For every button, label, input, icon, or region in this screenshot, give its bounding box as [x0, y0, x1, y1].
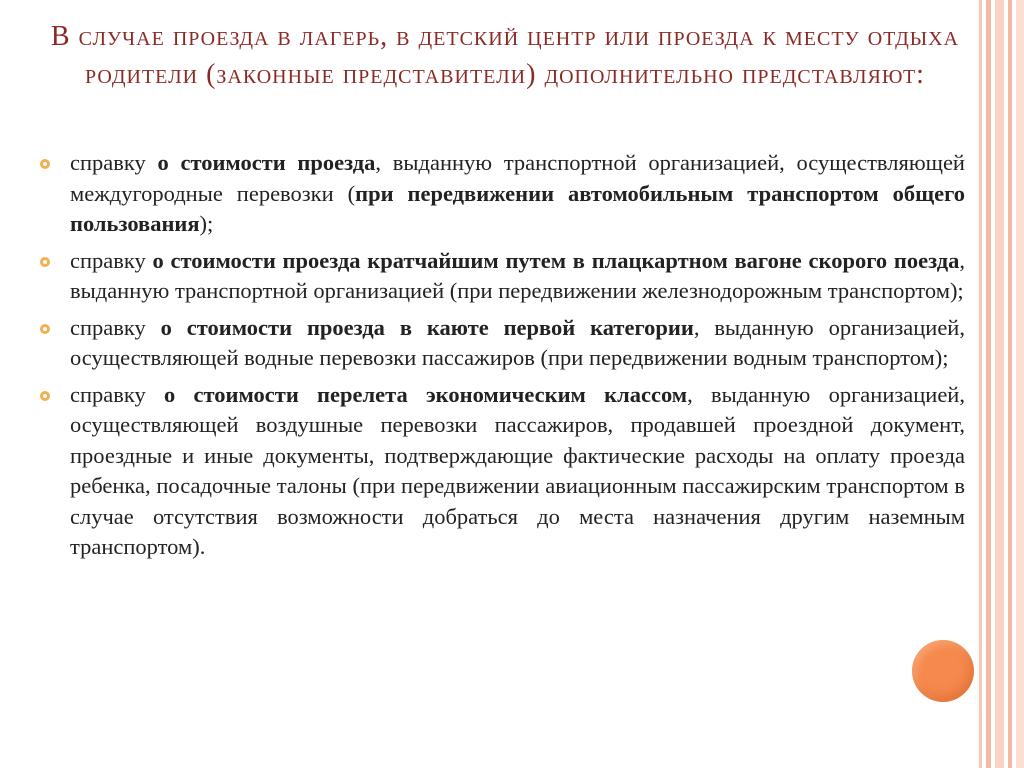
list-item — [40, 148, 965, 240]
border-stripe — [979, 0, 982, 768]
emphasis-text: о стоимости перелета экономическим классом — [164, 381, 688, 407]
body-text: справку — [70, 381, 165, 407]
list-item — [40, 380, 965, 563]
bullet-icon — [40, 159, 50, 169]
bullet-icon — [40, 391, 50, 401]
emphasis-text: о стоимости проезда — [157, 150, 376, 175]
body-text: , выданную организацией, осуществляющей водные перевозки пассажиров (при передвижении водным транспортом); — [70, 314, 965, 370]
decorative-circle — [912, 640, 974, 702]
emphasis-text: о стоимости проезда в каюте первой категории — [160, 314, 694, 340]
emphasis-text: при передвижении автомобильным транспортом общего пользования — [70, 180, 966, 236]
bullet-icon — [40, 324, 50, 334]
emphasis-text: о стоимости проезда кратчайшим путем в плацкартном вагоне скорого поезда — [152, 247, 960, 273]
slide-title: В случае проезда в лагерь, в детский центр или проезда к месту отдыха родители (законные представители) дополнительно представляют: — [50, 21, 960, 90]
list-item — [40, 313, 965, 374]
body-text: справку — [70, 314, 161, 340]
body-text: , выданную транспортной организацией, осуществляющей междугородные перевозки ( — [70, 150, 965, 206]
body-text: ); — [199, 211, 214, 236]
bullet-list — [40, 148, 965, 569]
border-stripe — [995, 0, 1004, 768]
bullet-icon — [40, 257, 50, 267]
border-stripe — [1008, 0, 1012, 768]
body-text: справку — [70, 247, 153, 273]
body-text: справку — [70, 150, 158, 175]
body-text: , выданную организацией, осуществляющей воздушные перевозки пассажиров, продавшей проездной документ, проездные и иные документы, подтверждающие фактические расходы на оплату проезда ребенка, посадочные талоны (при передвижении авиационным пассажирским транспортом в случае отсутствия возможности добраться до места назначения другим наземным транспортом). — [70, 381, 965, 559]
border-stripe — [1016, 0, 1024, 768]
body-text: , выданную транспортной организацией (при передвижении железнодорожным транспортом); — [70, 247, 965, 303]
border-stripe — [986, 0, 991, 768]
list-item — [40, 246, 965, 307]
